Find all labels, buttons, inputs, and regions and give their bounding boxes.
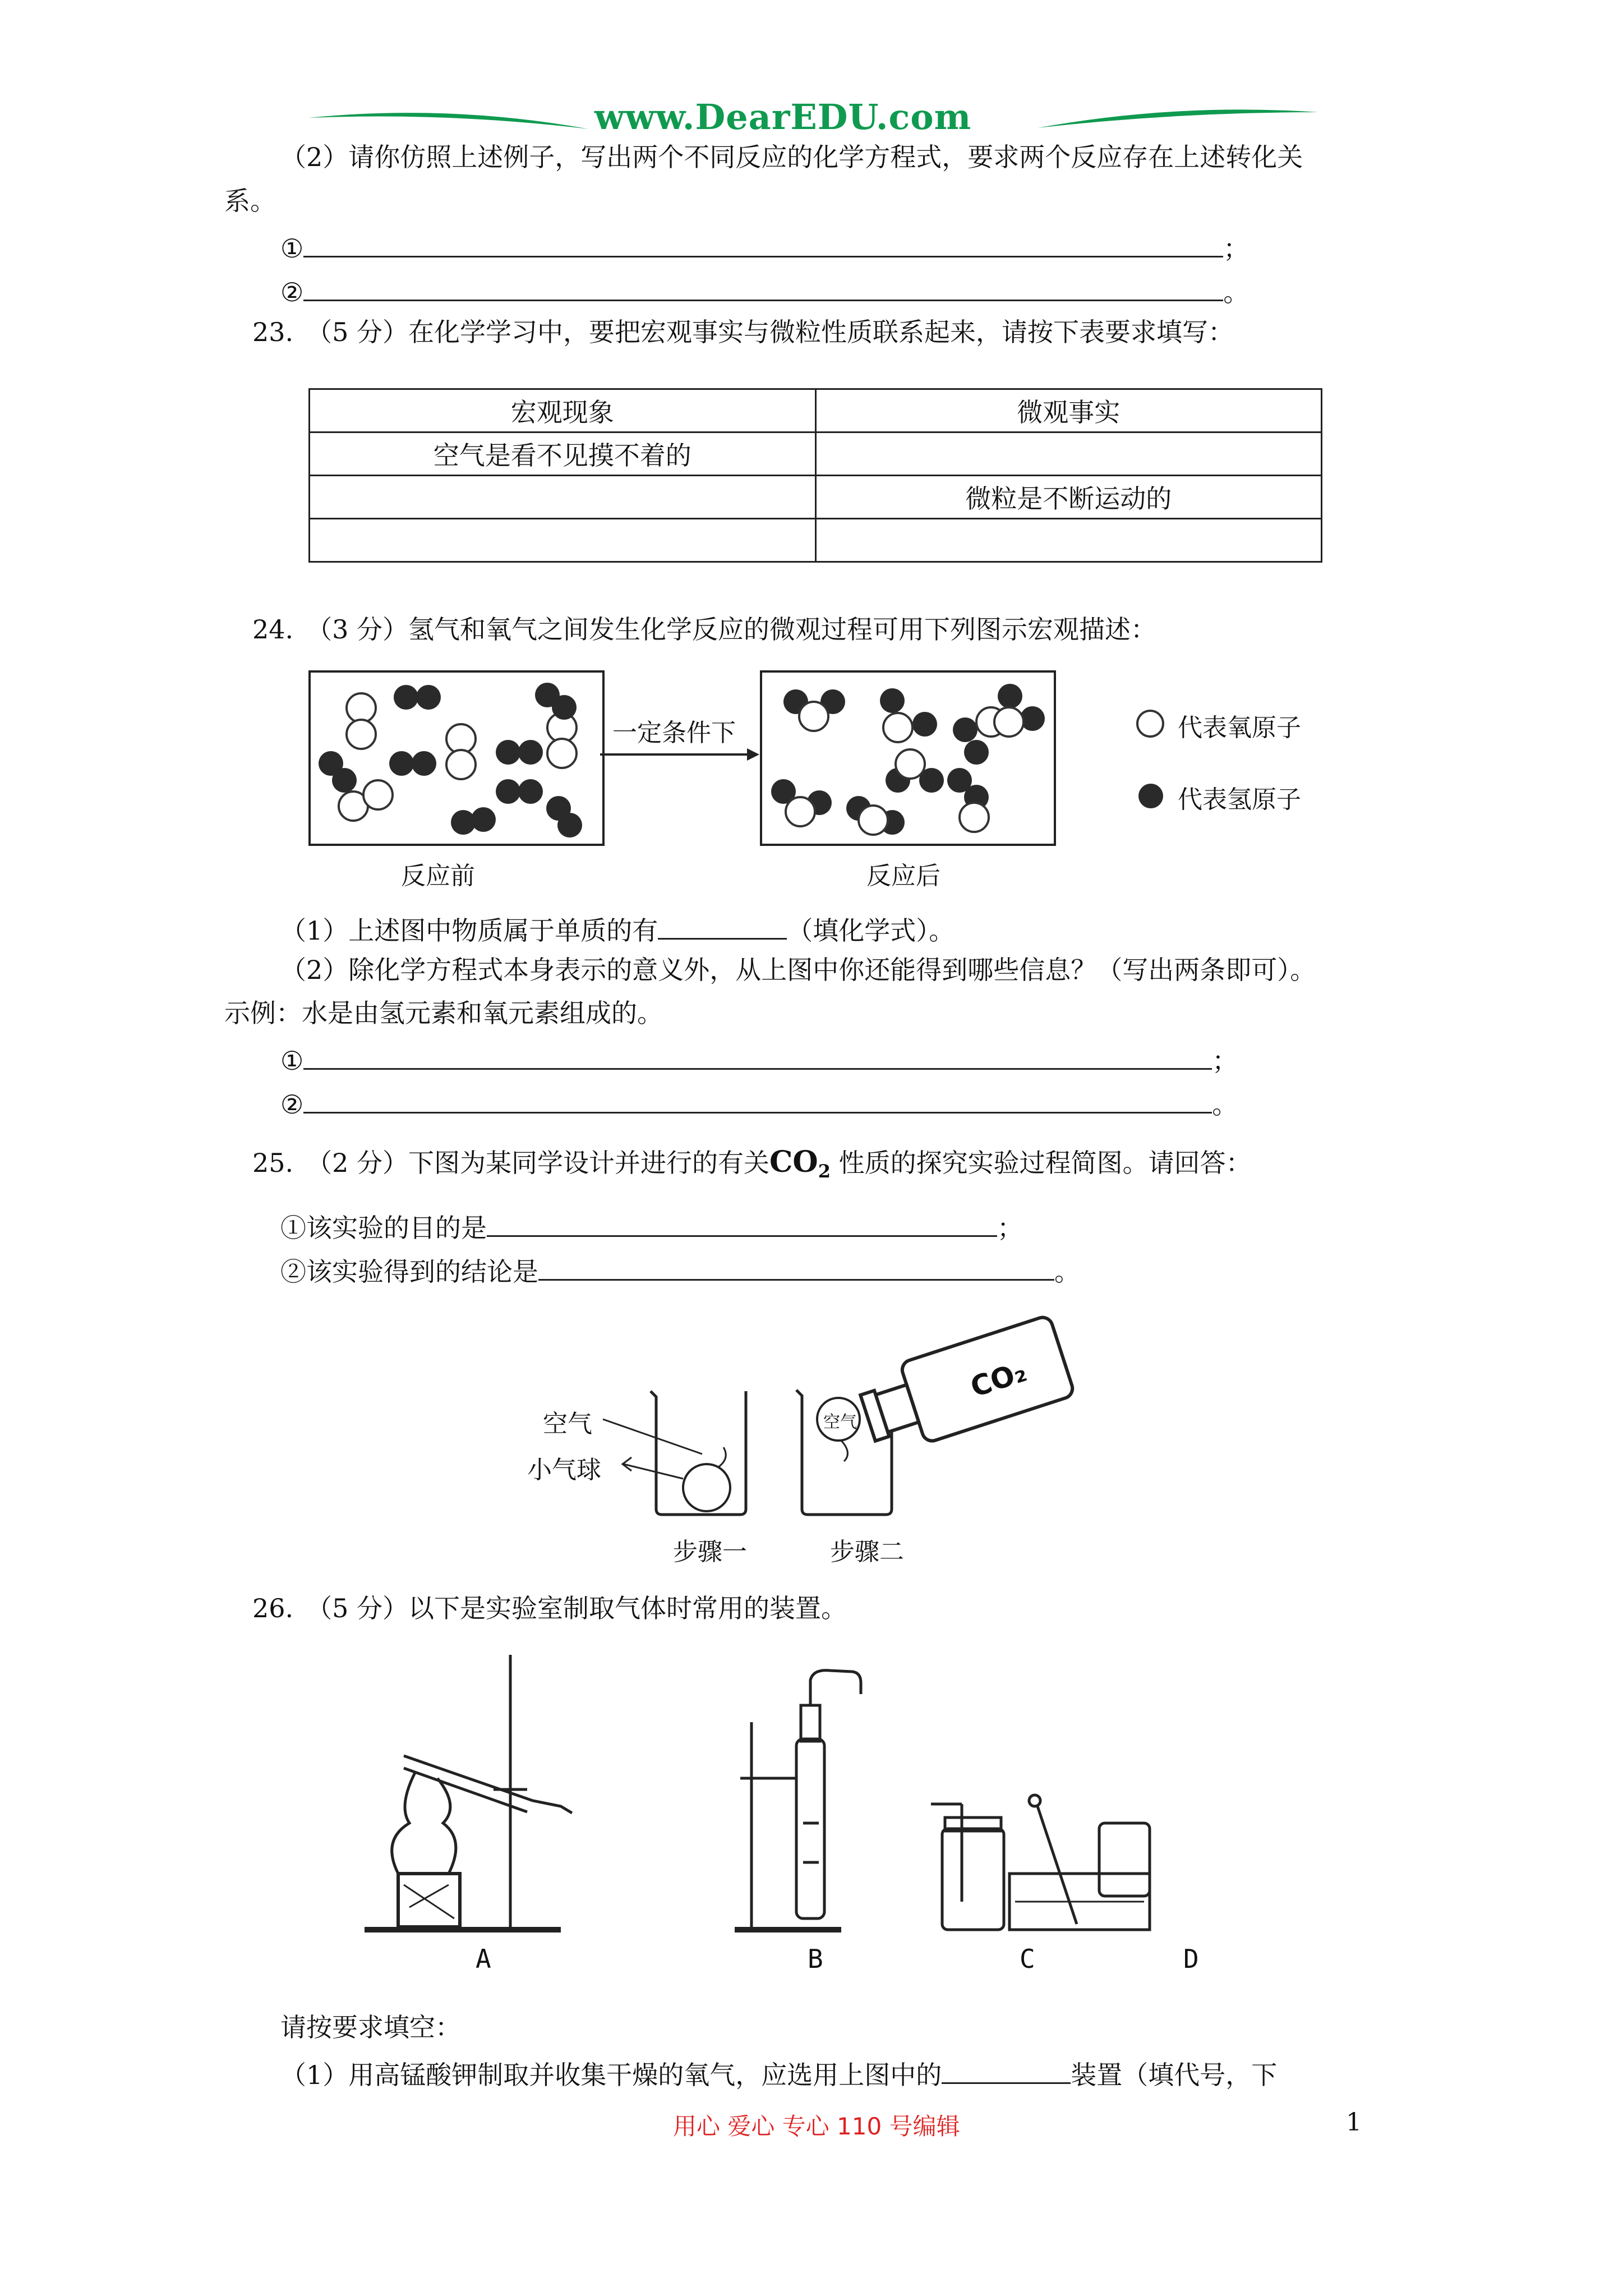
reaction-after-box	[760, 670, 1056, 846]
punct: ；	[1223, 233, 1249, 264]
co2-subscript: 2	[818, 1161, 831, 1182]
table-cell: 空气是看不见摸不着的	[310, 432, 816, 476]
circled-1: ①	[280, 1046, 304, 1076]
header-swoosh-left	[303, 107, 594, 135]
punct: ；	[997, 1213, 1023, 1243]
q25-item2-prefix: ②该实验得到的结论是	[280, 1257, 538, 1287]
air-label: 空气	[543, 1410, 592, 1438]
hydrogen-atom	[496, 779, 520, 804]
q26-stem: 26. （5 分）以下是实验室制取气体时常用的装置。	[252, 1593, 847, 1623]
oxygen-atom	[993, 706, 1025, 738]
hydrogen-atom	[471, 807, 496, 832]
q22-part2-line1: （2）请你仿照上述例子，写出两个不同反应的化学方程式，要求两个反应存在上述转化关	[280, 142, 1303, 172]
q25-answer-blank-conclusion[interactable]	[538, 1250, 1054, 1281]
beaker-step1	[603, 1391, 746, 1515]
co2-bottle-icon	[855, 1315, 1075, 1458]
q22-answer-blank-1[interactable]	[303, 227, 1223, 257]
co2-bottle-label: CO₂	[966, 1355, 1031, 1404]
circled-2: ②	[280, 1089, 304, 1120]
apparatus-figure	[348, 1638, 1301, 1997]
legend	[1133, 704, 1357, 814]
q23-stem: 23. （5 分）在化学学习中，要把宏观事实与微粒性质联系起来，请按下表要求填写：	[252, 317, 1234, 347]
q24-part1-prefix: （1）上述图中物质属于单质的有	[280, 915, 658, 946]
q24-answer-blank-1[interactable]	[303, 1039, 1212, 1070]
table-header-cell: 微观事实	[815, 389, 1322, 432]
oxygen-atom	[345, 719, 377, 750]
q24-part1	[280, 909, 955, 949]
legend-oxygen-swatch	[1136, 710, 1164, 738]
oxygen-atom	[857, 804, 889, 836]
hydrogen-atom	[557, 813, 582, 838]
oxygen-atom	[445, 749, 477, 780]
hydrogen-atom	[953, 717, 978, 742]
page-number: 1	[1346, 2108, 1362, 2137]
apparatus-a-icon	[365, 1655, 572, 1930]
header-swoosh-right	[1032, 105, 1324, 134]
oxygen-atom	[895, 748, 926, 780]
apparatus-label-a: A	[476, 1944, 491, 1974]
oxygen-atom	[785, 796, 816, 827]
header-banner	[303, 96, 1324, 140]
hydrogen-atom	[552, 695, 577, 720]
step1-label: 步骤一	[673, 1538, 747, 1566]
q24-stem: 24. （3 分）氢气和氧气之间发生化学反应的微观过程可用下列图示宏观描述：	[252, 614, 1157, 645]
oxygen-atom	[798, 701, 829, 732]
co2-formula: CO	[769, 1145, 818, 1179]
hydrogen-atom	[518, 779, 543, 804]
table-row	[310, 432, 1322, 476]
step2-label: 步骤二	[830, 1538, 904, 1566]
q25-item2	[280, 1250, 1080, 1290]
apparatus-label-c: C	[1020, 1944, 1035, 1974]
co2-experiment-figure	[522, 1307, 1082, 1571]
q24-part2-line1: （2）除化学方程式本身表示的意义外，从上图中你还能得到哪些信息？（写出两条即可）。	[280, 955, 1316, 985]
q26-answer-blank-device[interactable]	[942, 2053, 1071, 2084]
hydrogen-atom	[496, 740, 520, 765]
q24-answer-blank-2[interactable]	[303, 1083, 1212, 1114]
beaker-diagram	[522, 1307, 1082, 1531]
q25-item1	[280, 1206, 1023, 1246]
reaction-arrow	[600, 712, 760, 774]
table-cell: 微粒是不断运动的	[815, 476, 1322, 519]
q26-part1	[280, 2053, 1277, 2093]
apparatus-label-b: B	[808, 1944, 823, 1974]
hydrogen-atom	[518, 740, 543, 765]
table-row	[310, 476, 1322, 519]
q25-item1-prefix: ①该实验的目的是	[280, 1213, 487, 1243]
legend-hydrogen-label: 代表氢原子	[1178, 785, 1301, 814]
circled-1: ①	[280, 233, 304, 264]
hydrogen-atom	[394, 685, 418, 710]
q26-part1-suffix: 装置（填代号，下	[1071, 2060, 1278, 2090]
reaction-before-box	[308, 670, 605, 846]
after-label: 反应后	[866, 862, 940, 890]
table-cell-answer[interactable]	[310, 519, 816, 562]
table-cell-answer[interactable]	[815, 519, 1322, 562]
hydrogen-atom	[912, 712, 937, 737]
apparatus-d-icon	[1009, 1795, 1150, 1930]
q26-part1-prefix: （1）用高锰酸钾制取并收集干燥的氧气，应选用上图中的	[280, 2060, 942, 2090]
legend-hydrogen-swatch	[1138, 784, 1163, 808]
punct: 。	[1212, 1089, 1238, 1120]
table-cell-answer[interactable]	[310, 476, 816, 519]
hydrogen-atom	[964, 740, 989, 765]
circled-2: ②	[280, 277, 304, 307]
q22-part2-line2: 系。	[224, 186, 276, 216]
site-logo: www.DearEDU.com	[594, 96, 972, 137]
oxygen-atom	[546, 738, 578, 769]
oxygen-atom	[362, 779, 394, 811]
table-header-cell: 宏观现象	[310, 389, 816, 432]
before-label: 反应前	[401, 862, 475, 890]
q24-part1-suffix: （填化学式）。	[787, 915, 955, 946]
apparatus-c-icon	[931, 1804, 1004, 1930]
q24-blank1-row	[280, 1039, 1238, 1079]
hydrogen-atom	[998, 684, 1022, 708]
q25-stem-suffix: 性质的探究实验过程简图。请回答：	[831, 1148, 1252, 1178]
q24-answer-blank-formula[interactable]	[658, 909, 787, 940]
q25-stem	[252, 1144, 1252, 1189]
balloon-air-text: 空气	[823, 1412, 857, 1432]
arrow-condition-label: 一定条件下	[612, 719, 736, 747]
apparatus-b-icon	[735, 1671, 861, 1930]
q24-part2-line2: 示例：水是由氢元素和氧元素组成的。	[224, 998, 663, 1028]
hydrogen-atom	[389, 751, 414, 776]
q22-blank2-row	[280, 270, 1249, 310]
oxygen-atom	[882, 712, 914, 743]
footer-text: 用心 爱心 专心 110 号编辑	[673, 2113, 960, 2140]
legend-oxygen-label: 代表氧原子	[1178, 714, 1301, 742]
apparatus-label-d: D	[1183, 1944, 1199, 1974]
q24-blank2-row	[280, 1083, 1238, 1122]
punct: 。	[1054, 1257, 1080, 1287]
hydrogen-atom	[416, 685, 441, 710]
oxygen-atom	[958, 802, 990, 833]
balloon-label: 小气球	[527, 1456, 601, 1484]
arrow-right-icon	[600, 746, 760, 763]
table-cell-answer[interactable]	[815, 432, 1322, 476]
punct: ；	[1212, 1046, 1238, 1076]
hydrogen-atom	[880, 688, 905, 713]
table-row	[310, 519, 1322, 562]
hydrogen-atom	[332, 768, 357, 793]
q22-answer-blank-2[interactable]	[303, 270, 1223, 301]
table-header-row	[310, 389, 1322, 432]
q25-answer-blank-purpose[interactable]	[487, 1206, 997, 1237]
q23-table	[308, 388, 1322, 563]
hydrogen-atom	[412, 751, 436, 776]
q22-blank1-row	[280, 227, 1249, 266]
q26-instruction: 请按要求填空：	[280, 2012, 461, 2042]
punct: 。	[1223, 277, 1249, 307]
q25-stem-prefix: 25. （2 分）下图为某同学设计并进行的有关	[252, 1148, 770, 1178]
